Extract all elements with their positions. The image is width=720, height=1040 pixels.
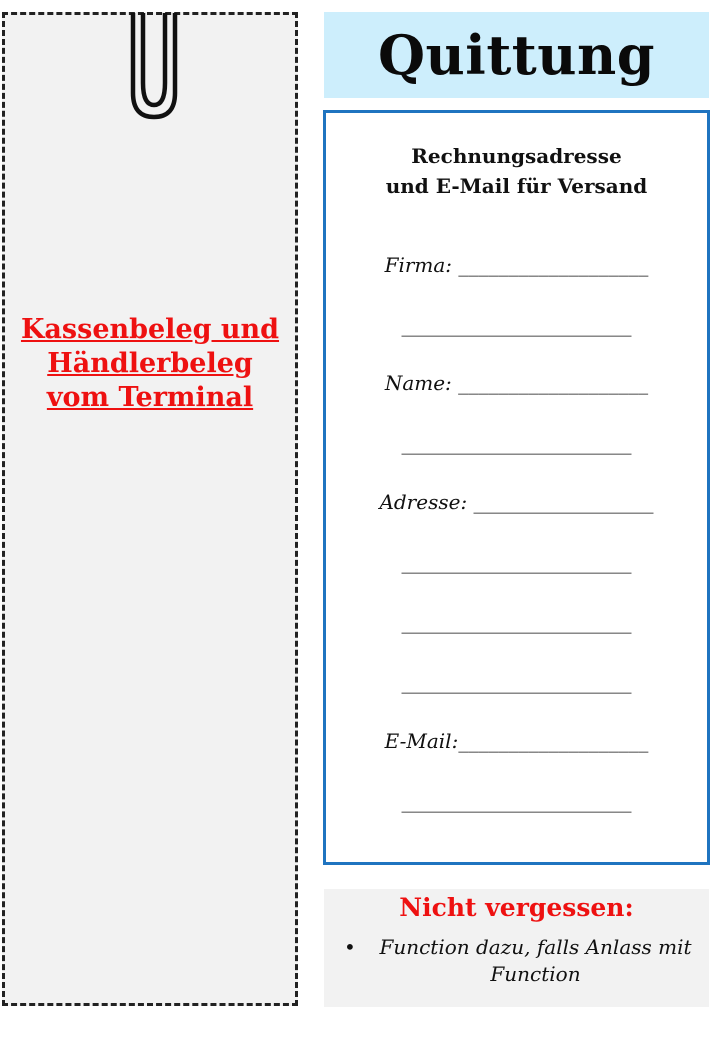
form-blank-line: [326, 670, 707, 694]
field-label: E-Mail:: [384, 729, 459, 753]
form-field-email: [326, 729, 707, 753]
form-blank-line: [326, 431, 707, 455]
form-field-adresse: [326, 490, 707, 514]
form-blank-line: [326, 550, 707, 574]
form-blank-line: [326, 313, 707, 337]
field-label: Adresse:: [379, 490, 468, 514]
field-blank[interactable]: _______________________: [401, 431, 632, 455]
reminder-text: Function dazu, falls Anlass mit Function: [379, 935, 692, 986]
field-blank[interactable]: _______________________: [401, 670, 632, 694]
field-label: Name:: [384, 371, 452, 395]
page-title: Quittung: [378, 23, 655, 87]
field-blank[interactable]: ___________________: [452, 253, 649, 277]
field-blank[interactable]: ___________________: [451, 371, 649, 395]
form-blank-line: [326, 789, 707, 813]
reminder-box: [324, 889, 709, 1007]
reminder-title: Nicht vergessen:: [399, 893, 634, 922]
form-heading: [326, 141, 707, 201]
reminder-item: [344, 934, 695, 988]
address-form: [323, 110, 710, 865]
form-field-firma: [326, 253, 707, 277]
paperclip-icon: [123, 13, 185, 123]
field-blank[interactable]: _______________________: [401, 789, 632, 813]
field-blank[interactable]: _______________________: [401, 610, 632, 634]
form-blank-line: [326, 610, 707, 634]
form-field-name: [326, 371, 707, 395]
field-blank[interactable]: _______________________: [401, 550, 632, 574]
receipt-holder: [2, 12, 298, 1006]
title-banner: [324, 12, 709, 98]
field-blank[interactable]: ___________________: [458, 729, 649, 753]
receipt-instruction: Kassenbeleg und Händlerbeleg vom Terminal: [20, 314, 280, 413]
field-blank[interactable]: __________________: [467, 490, 654, 514]
form-heading-line2: und E-Mail für Versand: [385, 174, 648, 198]
field-blank[interactable]: _______________________: [401, 313, 632, 337]
field-label: Firma:: [384, 253, 453, 277]
form-heading-line1: Rechnungsadresse: [411, 144, 622, 168]
bullet: •: [344, 935, 356, 959]
